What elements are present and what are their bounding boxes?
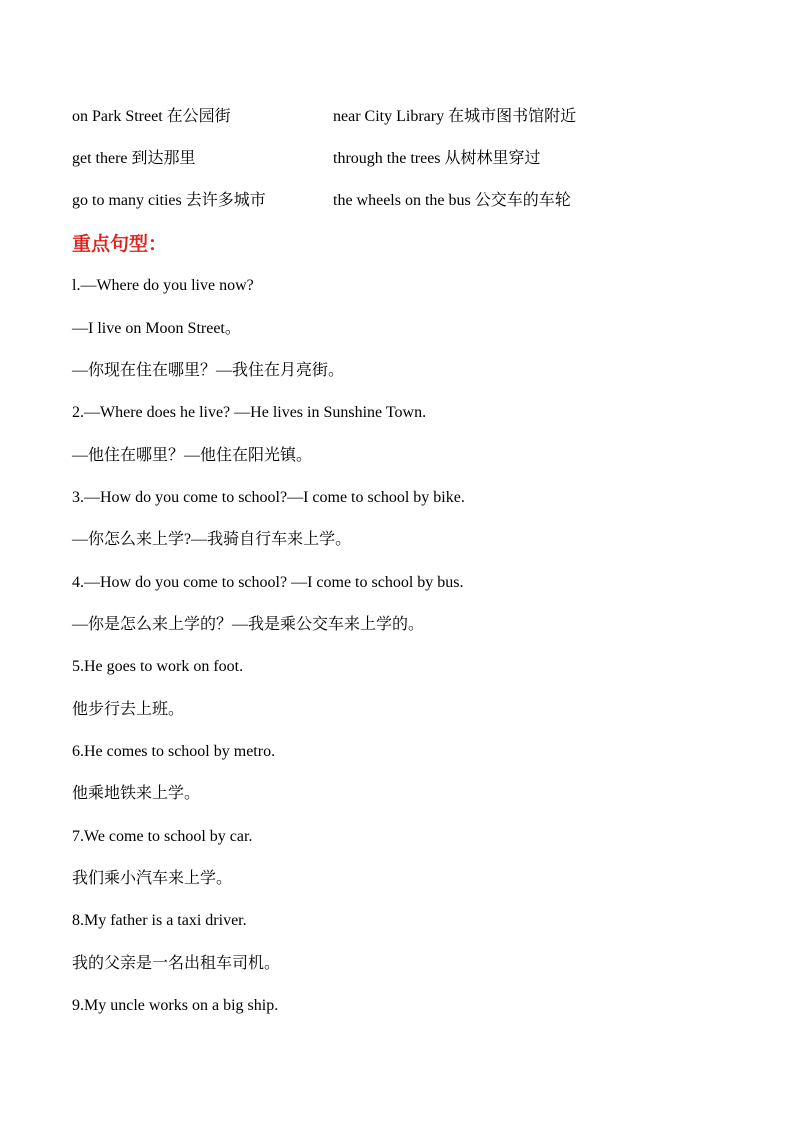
- sentence-5: 5.He goes to work on foot.: [72, 658, 244, 675]
- sentence-7-translation: 我们乘小汽车来上学。: [72, 870, 233, 887]
- sentence-3: 3.—How do you come to school?—I come to school by bike.: [72, 489, 465, 506]
- sentence-6-translation: 他乘地铁来上学。: [72, 785, 201, 802]
- phrase-right-1: near City Library 在城市图书馆附近: [333, 108, 577, 125]
- sentence-4: 4.—How do you come to school? —I come to school by bus.: [72, 574, 464, 591]
- sentence-2-translation: —他住在哪里？—他住在阳光镇。: [72, 447, 313, 464]
- sentence-1-question: l.—Where do you live now?: [72, 277, 254, 294]
- sentence-7: 7.We come to school by car.: [72, 828, 253, 845]
- sentence-8: 8.My father is a taxi driver.: [72, 912, 247, 929]
- sentence-8-translation: 我的父亲是一名出租车司机。: [72, 955, 281, 972]
- sentence-2: 2.—Where does he live? —He lives in Sunshine Town.: [72, 404, 427, 421]
- section-heading: 重点句型：: [72, 233, 168, 255]
- sentence-3-translation: —你怎么来上学?—我骑自行车来上学。: [72, 531, 352, 548]
- phrase-left-1: on Park Street 在公园街: [72, 108, 231, 125]
- sentence-6: 6.He comes to school by metro.: [72, 743, 276, 760]
- phrase-left-3: go to many cities 去许多城市: [72, 192, 266, 209]
- sentence-1-translation: —你现在住在哪里？—我住在月亮街。: [72, 362, 345, 379]
- phrase-right-2: through the trees 从树林里穿过: [333, 150, 541, 167]
- sentence-4-translation: —你是怎么来上学的？—我是乘公交车来上学的。: [72, 616, 425, 633]
- phrase-right-3: the wheels on the bus 公交车的车轮: [333, 192, 571, 209]
- sentence-5-translation: 他步行去上班。: [72, 701, 185, 718]
- sentence-9: 9.My uncle works on a big ship.: [72, 997, 279, 1014]
- phrase-left-2: get there 到达那里: [72, 150, 196, 167]
- sentence-1-answer: —I live on Moon Street。: [72, 320, 241, 337]
